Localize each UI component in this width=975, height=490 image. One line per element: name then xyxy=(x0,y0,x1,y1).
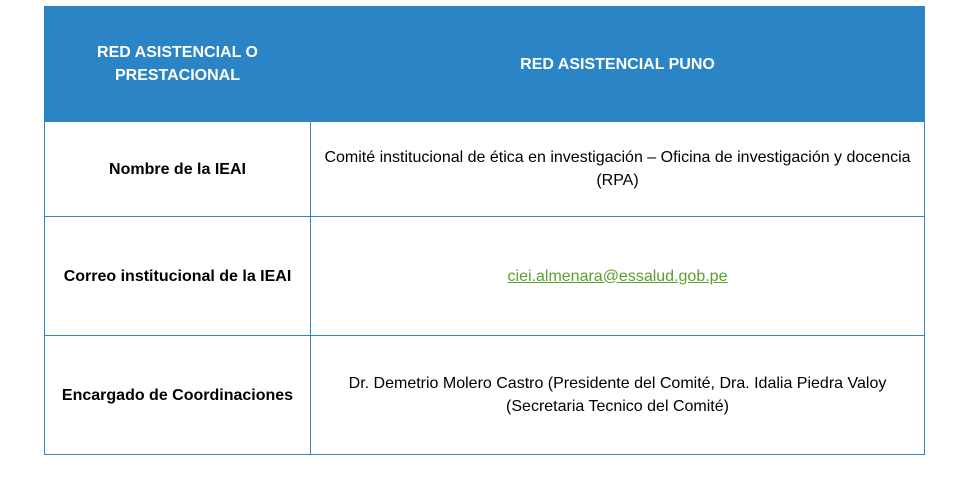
ieai-email-link[interactable]: ciei.almenara@essalud.gob.pe xyxy=(507,267,728,285)
table-row xyxy=(45,336,925,455)
ieai-email-label: Correo institucional de la IEAI xyxy=(45,217,311,336)
header-red-asistencial-value: RED ASISTENCIAL PUNO xyxy=(311,7,925,122)
table-row xyxy=(45,122,925,217)
coordinator-value: Dr. Demetrio Molero Castro (Presidente del Comité, Dra. Idalia Piedra Valoy (Secretaria Tecnico del Comité) xyxy=(311,336,925,455)
ieai-info-table xyxy=(44,6,925,455)
coordinator-label: Encargado de Coordinaciones xyxy=(45,336,311,455)
header-red-asistencial-label: RED ASISTENCIAL O PRESTACIONAL xyxy=(45,7,311,122)
ieai-email-cell xyxy=(311,217,925,336)
ieai-name-value: Comité institucional de ética en investigación – Oficina de investigación y docencia (RPA) xyxy=(311,122,925,217)
ieai-name-label: Nombre de la IEAI xyxy=(45,122,311,217)
table-row xyxy=(45,217,925,336)
table-header-row xyxy=(45,7,925,122)
